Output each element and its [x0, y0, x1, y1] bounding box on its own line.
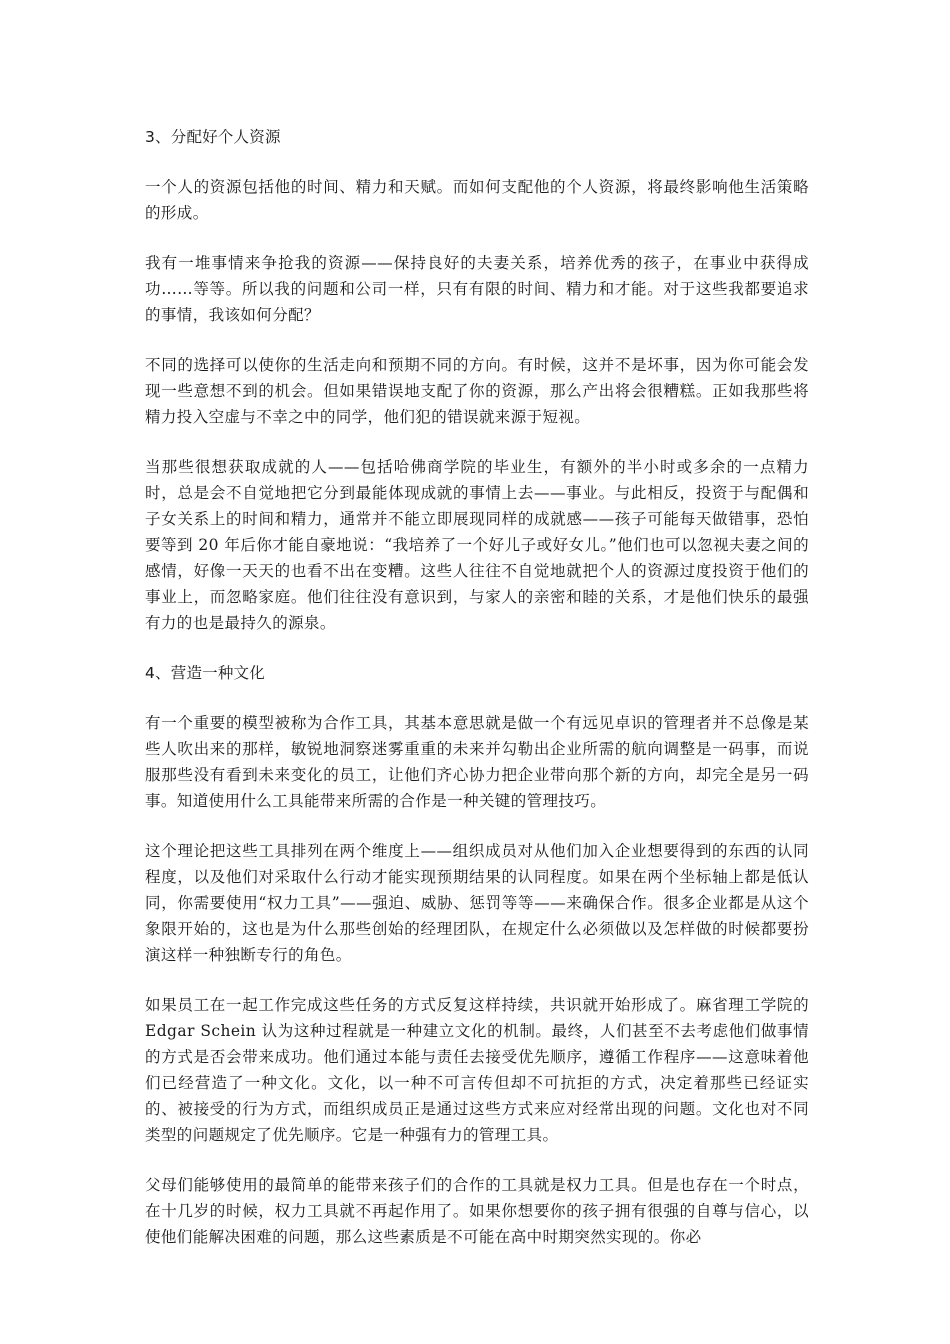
- paragraph: 如果员工在一起工作完成这些任务的方式反复这样持续，共识就开始形成了。麻省理工学院的 Edgar Schein 认为这种过程就是一种建立文化的机制。最终，人们甚至不去考虑他们做事情的方式是否会带来成功。他们通过本能与责任去接受优先顺序，遵循工作程序——这意味着他们已经营造了一种文化。文化，以一种不可言传但却不可抗拒的方式，决定着那些已经证实的、被接受的行为方式，而组织成员正是通过这些方式来应对经常出现的问题。文化也对不同类型的问题规定了优先顺序。它是一种强有力的管理工具。: [145, 996, 809, 1144]
- paragraph: 当那些很想获取成就的人——包括哈佛商学院的毕业生，有额外的半小时或多余的一点精力时，总是会不自觉地把它分到最能体现成就的事情上去——事业。与此相反，投资于与配偶和子女关系上的时间和精力，通常并不能立即展现同样的成就感——孩子可能每天做错事，恐怕要等到 20 年后你才能自豪地说：“我培养了一个好儿子或好女儿。”他们也可以忽视夫妻之间的感情，好像一天天的也看不出在变糟。这些人往往不自觉地就把个人的资源过度投资于他们的事业上，而忽略家庭。他们往往没有意识到，与家人的亲密和睦的关系，才是他们快乐的最强有力的也是最持久的源泉。: [145, 458, 809, 632]
- document-page: [145, 124, 809, 1274]
- paragraph: 父母们能够使用的最简单的能带来孩子们的合作的工具就是权力工具。但是也存在一个时点，在十几岁的时候，权力工具就不再起作用了。如果你想要你的孩子拥有很强的自尊与信心，以使他们能解决困难的问题，那么这些素质是不可能在高中时期突然实现的。你必: [145, 1176, 809, 1246]
- paragraph: 我有一堆事情来争抢我的资源——保持良好的夫妻关系，培养优秀的孩子，在事业中获得成功……等等。所以我的问题和公司一样，只有有限的时间、精力和才能。对于这些我都要追求的事情，我该如何分配？: [145, 254, 809, 324]
- section-heading-culture: 4、营造一种文化: [145, 664, 265, 682]
- paragraph: 一个人的资源包括他的时间、精力和天赋。而如何支配他的个人资源，将最终影响他生活策略的形成。: [145, 178, 809, 222]
- paragraph: 这个理论把这些工具排列在两个维度上——组织成员对从他们加入企业想要得到的东西的认同程度，以及他们对采取什么行动才能实现预期结果的认同程度。如果在两个坐标轴上都是低认同，你需要使用“权力工具”——强迫、威胁、惩罚等等——来确保合作。很多企业都是从这个象限开始的，这也是为什么那些创始的经理团队，在规定什么必须做以及怎样做的时候都要扮演这样一种独断专行的角色。: [145, 842, 809, 964]
- section-heading-resources: 3、分配好个人资源: [145, 128, 281, 146]
- paragraph: 有一个重要的模型被称为合作工具，其基本意思就是做一个有远见卓识的管理者并不总像是某些人吹出来的那样，敏锐地洞察迷雾重重的未来并勾勒出企业所需的航向调整是一码事，而说服那些没有看到未来变化的员工，让他们齐心协力把企业带向那个新的方向，却完全是另一码事。知道使用什么工具能带来所需的合作是一种关键的管理技巧。: [145, 714, 809, 810]
- paragraph: 不同的选择可以使你的生活走向和预期不同的方向。有时候，这并不是坏事，因为你可能会发现一些意想不到的机会。但如果错误地支配了你的资源，那么产出将会很糟糕。正如我那些将精力投入空虚与不幸之中的同学，他们犯的错误就来源于短视。: [145, 356, 809, 426]
